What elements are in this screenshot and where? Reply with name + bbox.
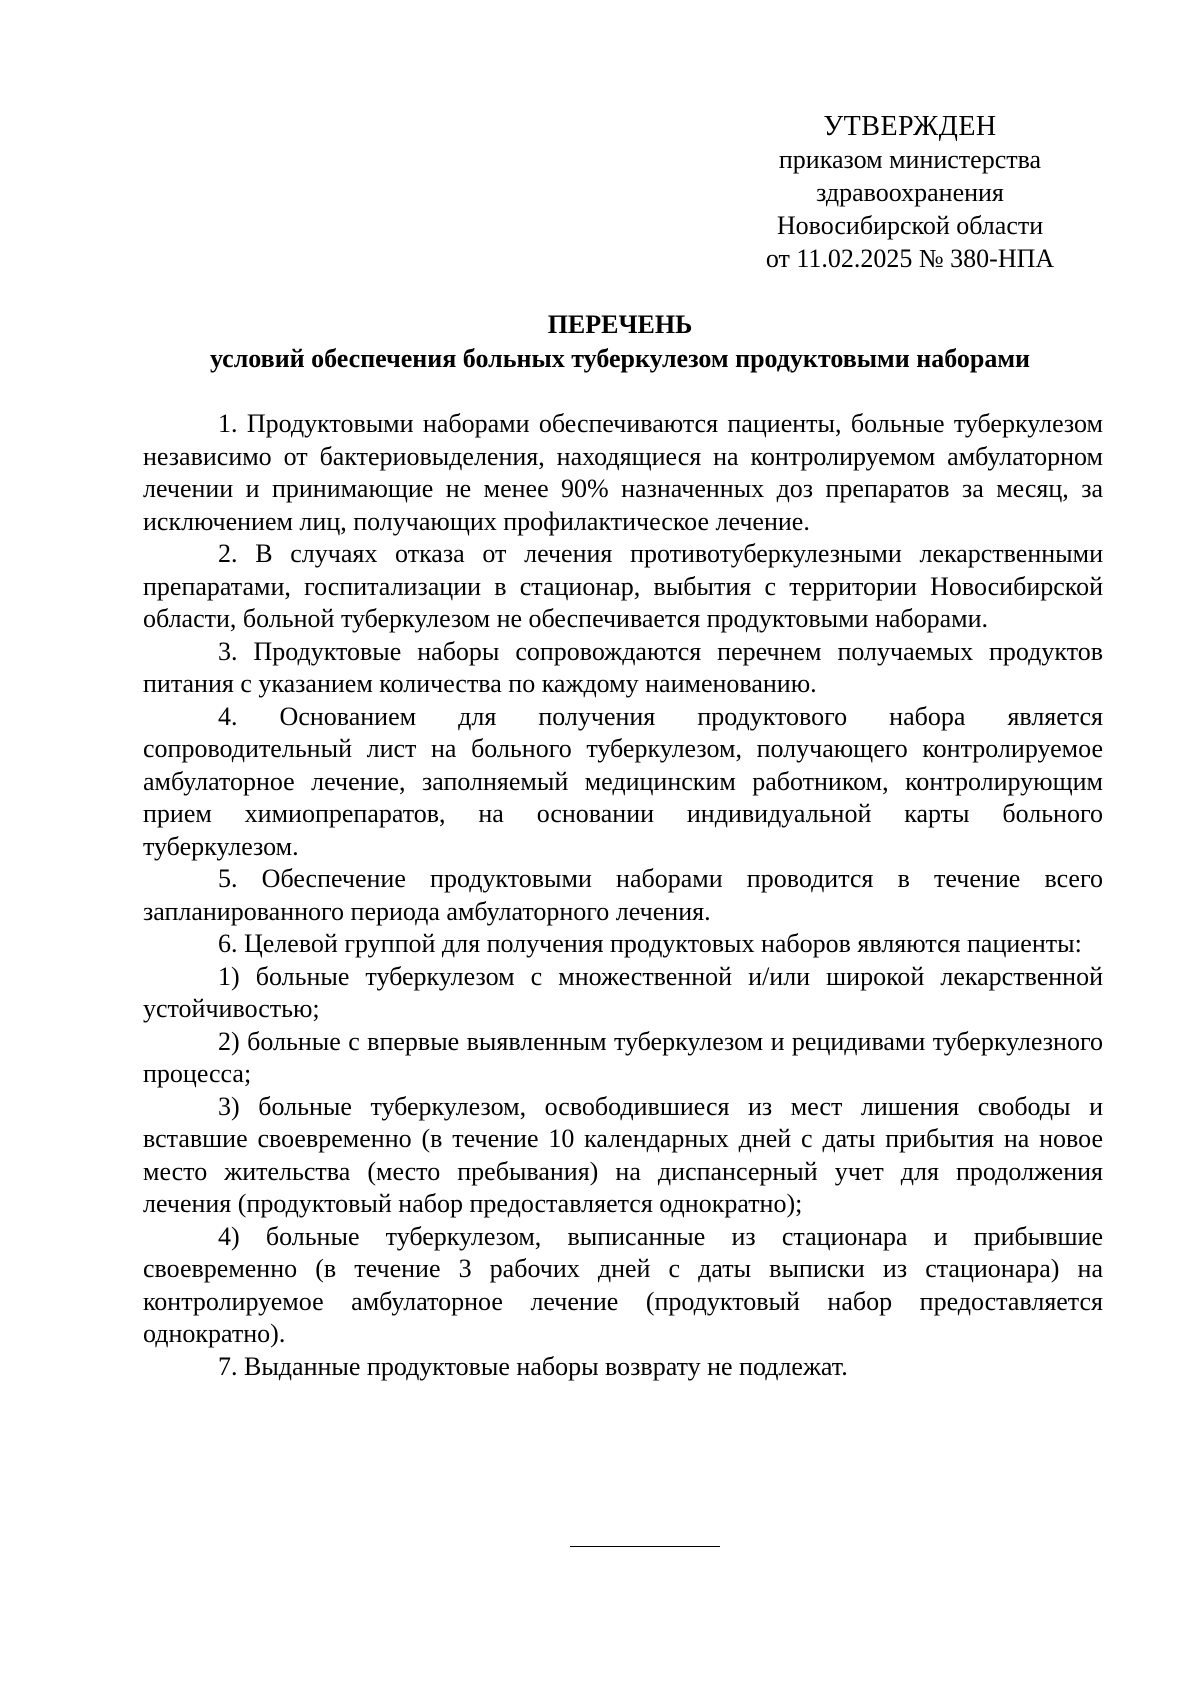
document-subtitle: условий обеспечения больных туберкулезом продуктовыми наборами — [209, 344, 1031, 373]
subitem-4: 4) больные туберкулезом, выписанные из стационара и прибывшие своевременно (в течение 3 рабочих дней с даты выписки из стационара) на контролируемое амбулаторное лечение (продуктовый набор предоставляется однократно). — [143, 1221, 1103, 1348]
document-heading — [140, 308, 1100, 376]
approval-line-order: приказом министерства — [778, 145, 1042, 174]
document-body — [143, 408, 1103, 1383]
approval-line-date-number: от 11.02.2025 № 380-НПА — [765, 244, 1055, 273]
approval-line-region: Новосибирской области — [776, 211, 1044, 240]
paragraph-6: 6. Целевой группой для получения продуктовых наборов являются пациенты: — [218, 929, 1082, 958]
document-title: ПЕРЕЧЕНЬ — [547, 310, 693, 339]
paragraph-3: 3. Продуктовые наборы сопровождаются перечнем получаемых продуктов питания с указанием количества по каждому наименованию. — [143, 636, 1103, 698]
paragraph-2: 2. В случаях отказа от лечения противотуберкулезными лекарственными препаратами, госпитализации в стационар, выбытия с территории Новосибирской области, больной туберкулезом не обеспечивается продуктовыми наборами. — [143, 539, 1103, 633]
approval-title: УТВЕРЖДЕН — [823, 111, 997, 142]
approval-stamp — [700, 110, 1120, 275]
paragraph-1: 1. Продуктовыми наборами обеспечиваются пациенты, больные туберкулезом независимо от бактериовыделения, находящиеся на контролируемом амбулаторном лечении и принимающие не менее 90% назначенных доз препаратов за месяц, за исключением лиц, получающих профилактическое лечение. — [143, 409, 1103, 536]
paragraph-4: 4. Основанием для получения продуктового набора является сопроводительный лист на больного туберкулезом, получающего контролируемое амбулаторное лечение, заполняемый медицинским работником, контролирующим прием химиопрепаратов, на основании индивидуальной карты больного туберкулезом. — [143, 701, 1103, 861]
subitem-2: 2) больные с впервые выявленным туберкулезом и рецидивами туберкулезного процесса; — [143, 1026, 1103, 1088]
paragraph-5: 5. Обеспечение продуктовыми наборами проводится в течение всего запланированного периода амбулаторного лечения. — [143, 864, 1103, 926]
subitem-1: 1) больные туберкулезом с множественной и/или широкой лекарственной устойчивостью; — [143, 961, 1103, 1023]
approval-line-ministry: здравоохранения — [816, 178, 1004, 207]
end-divider — [570, 1546, 720, 1547]
paragraph-7: 7. Выданные продуктовые наборы возврату не подлежат. — [218, 1351, 848, 1381]
subitem-3: 3) больные туберкулезом, освободившиеся из мест лишения свободы и вставшие своевременно (в течение 10 календарных дней с даты прибытия на новое место жительства (место пребывания) на диспансерный учет для продолжения лечения (продуктовый набор предоставляется однократно); — [143, 1091, 1103, 1218]
